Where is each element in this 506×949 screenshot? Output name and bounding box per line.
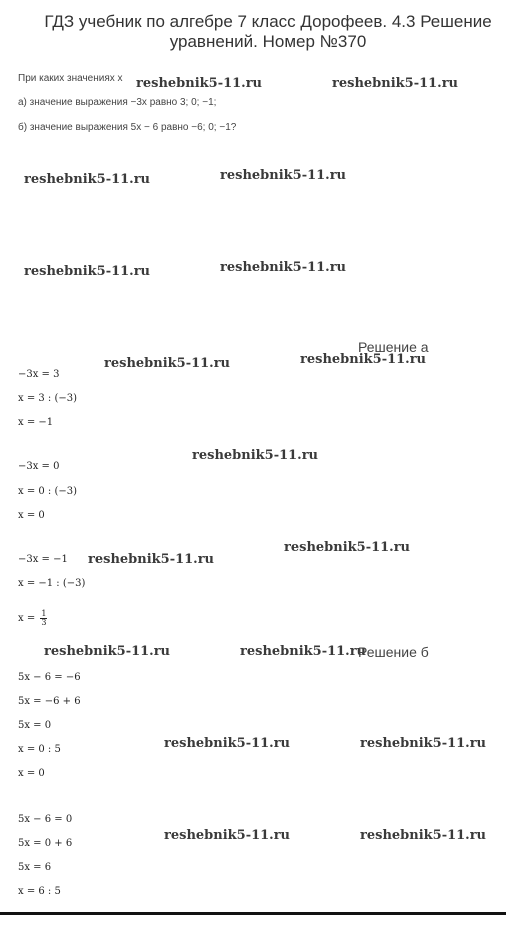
- equation-line: x = 6 : 5: [18, 886, 61, 897]
- watermark: reshebnik5-11.ru: [192, 448, 319, 463]
- watermark: reshebnik5-11.ru: [284, 540, 411, 555]
- fraction: [40, 610, 47, 627]
- watermark: reshebnik5-11.ru: [164, 736, 291, 751]
- watermark: reshebnik5-11.ru: [136, 76, 263, 91]
- equation-line: 5x − 6 = −6: [18, 672, 81, 683]
- equation-line: x = 3 : (−3): [18, 393, 78, 404]
- equation-line: x = −1: [18, 417, 54, 428]
- equation-line: x = 0: [18, 510, 45, 521]
- equation-text: x =: [18, 613, 39, 624]
- equation-line: −3x = 0: [18, 461, 60, 472]
- watermark: reshebnik5-11.ru: [164, 828, 291, 843]
- equation-line: [18, 610, 47, 627]
- watermark: reshebnik5-11.ru: [44, 644, 171, 659]
- solution-a-heading: Решение а: [358, 339, 429, 355]
- equation-line: 5x = 0 + 6: [18, 838, 73, 849]
- equation-line: −3x = −1: [18, 554, 68, 565]
- watermark: reshebnik5-11.ru: [332, 76, 459, 91]
- watermark: reshebnik5-11.ru: [240, 644, 367, 659]
- watermark: reshebnik5-11.ru: [24, 264, 151, 279]
- task-intro: При каких значениях x: [18, 73, 123, 84]
- watermark: reshebnik5-11.ru: [360, 828, 487, 843]
- watermark: reshebnik5-11.ru: [300, 352, 427, 367]
- equation-line: 5x = 0: [18, 720, 52, 731]
- watermark: reshebnik5-11.ru: [220, 260, 347, 275]
- fraction-denominator: 3: [41, 618, 47, 627]
- watermark: reshebnik5-11.ru: [104, 356, 231, 371]
- task-part-a: а) значение выражения −3x равно 3; 0; −1;: [18, 97, 217, 108]
- equation-line: x = −1 : (−3): [18, 578, 86, 589]
- divider: [0, 912, 506, 915]
- equation-line: x = 0 : (−3): [18, 486, 78, 497]
- equation-line: 5x − 6 = 0: [18, 814, 73, 825]
- page-title: ГДЗ учебник по алгебре 7 класс Дорофеев. 4.3 Решение уравнений. Номер №370: [44, 12, 492, 51]
- watermark: reshebnik5-11.ru: [88, 552, 215, 567]
- equation-line: 5x = −6 + 6: [18, 696, 81, 707]
- solution-b-heading: Решение б: [358, 644, 429, 660]
- task-part-b: б) значение выражения 5x − 6 равно −6; 0; −1?: [18, 122, 237, 133]
- watermark: reshebnik5-11.ru: [220, 168, 347, 183]
- watermark: reshebnik5-11.ru: [360, 736, 487, 751]
- equation-line: 5x = 6: [18, 862, 52, 873]
- fraction-numerator: 1: [41, 609, 47, 618]
- equation-line: x = 0 : 5: [18, 744, 61, 755]
- equation-line: x = 0: [18, 768, 45, 779]
- equation-line: −3x = 3: [18, 369, 60, 380]
- watermark: reshebnik5-11.ru: [24, 172, 151, 187]
